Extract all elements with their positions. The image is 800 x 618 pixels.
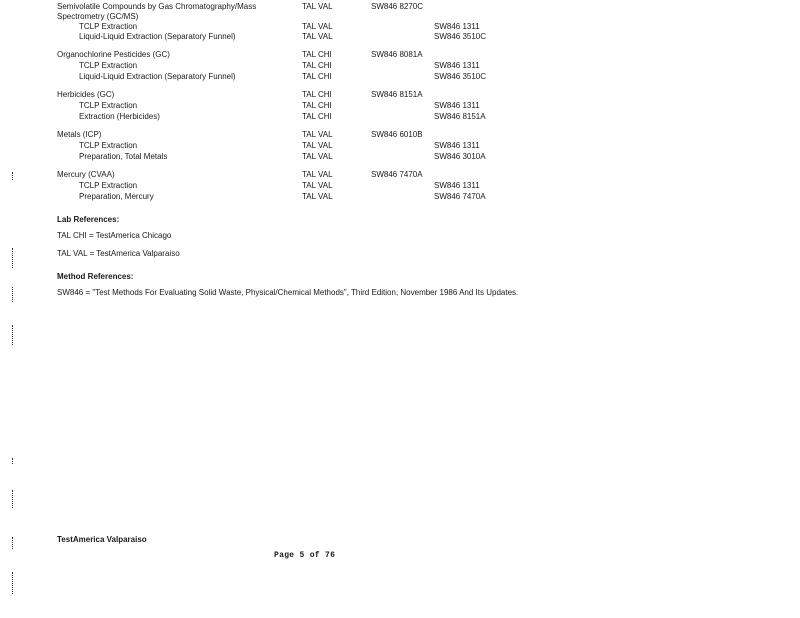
analysis-row: [0, 2, 560, 12]
analysis-row: [0, 90, 560, 100]
prep-method: SW846 8151A: [434, 112, 486, 121]
page-number: Page 5 of 76: [274, 551, 336, 560]
margin-mark: [12, 172, 14, 180]
lab-code: TAL CHI: [302, 72, 332, 81]
prep-row: [0, 141, 560, 151]
prep-row: [0, 22, 560, 32]
margin-mark: [12, 248, 14, 268]
method-code: SW846 8270C: [371, 2, 424, 11]
prep-name: TCLP Extraction: [79, 141, 138, 150]
margin-mark: [12, 490, 14, 508]
method-code: SW846 8151A: [371, 90, 423, 99]
lab-code: TAL VAL: [302, 22, 333, 31]
prep-method: SW846 3010A: [434, 152, 486, 161]
lab-code: TAL CHI: [302, 50, 332, 59]
prep-name: Liquid-Liquid Extraction (Separatory Funnel): [79, 32, 236, 41]
analysis-name: Organochlorine Pesticides (GC): [57, 50, 170, 59]
prep-row: [0, 32, 560, 42]
analysis-name: Mercury (CVAA): [57, 170, 115, 179]
lab-reference-item: TAL CHI = TestAmerica Chicago: [57, 231, 172, 240]
analysis-name: Metals (ICP): [57, 130, 102, 139]
prep-method: SW846 1311: [434, 141, 480, 150]
prep-row: [0, 181, 560, 191]
prep-row: [0, 112, 560, 122]
prep-method: SW846 1311: [434, 61, 480, 70]
analysis-row: [0, 130, 560, 140]
lab-code: TAL VAL: [302, 192, 333, 201]
analysis-row: [0, 170, 560, 180]
lab-code: TAL CHI: [302, 112, 332, 121]
prep-name: Preparation, Mercury: [79, 192, 154, 201]
lab-code: TAL VAL: [302, 130, 333, 139]
lab-reference-item: TAL VAL = TestAmerica Valparaiso: [57, 249, 180, 258]
prep-name: Extraction (Herbicides): [79, 112, 160, 121]
prep-row: [0, 192, 560, 202]
prep-row: [0, 61, 560, 71]
lab-code: TAL VAL: [302, 181, 333, 190]
method-references-heading: Method References:: [57, 272, 134, 281]
prep-name: TCLP Extraction: [79, 22, 138, 31]
analysis-name: Herbicides (GC): [57, 90, 115, 99]
lab-code: TAL VAL: [302, 152, 333, 161]
lab-code: TAL CHI: [302, 61, 332, 70]
margin-mark: [12, 287, 14, 302]
method-reference-text: SW846 = "Test Methods For Evaluating Solid Waste, Physical/Chemical Methods", Third Edition, November 1986 And Its Updates.: [57, 288, 519, 297]
method-code: SW846 8081A: [371, 50, 423, 59]
analysis-row: [0, 50, 560, 60]
margin-mark: [12, 572, 14, 594]
prep-method: SW846 1311: [434, 181, 480, 190]
prep-name: TCLP Extraction: [79, 61, 138, 70]
margin-mark: [12, 325, 14, 345]
prep-row: [0, 72, 560, 82]
lab-code: TAL CHI: [302, 101, 332, 110]
prep-name: TCLP Extraction: [79, 181, 138, 190]
margin-mark: [12, 458, 14, 464]
lab-references-heading: Lab References:: [57, 215, 120, 224]
analysis-name-line-2: Spectrometry (GC/MS): [57, 12, 139, 21]
footer-lab-name: TestAmerica Valparaiso: [57, 535, 147, 544]
prep-method: SW846 1311: [434, 22, 480, 31]
method-code: SW846 7470A: [371, 170, 423, 179]
prep-method: SW846 7470A: [434, 192, 486, 201]
prep-method: SW846 1311: [434, 101, 480, 110]
prep-name: Preparation, Total Metals: [79, 152, 168, 161]
lab-code: TAL VAL: [302, 32, 333, 41]
lab-code: TAL VAL: [302, 2, 333, 11]
prep-method: SW846 3510C: [434, 72, 487, 81]
prep-method: SW846 3510C: [434, 32, 487, 41]
lab-code: TAL VAL: [302, 141, 333, 150]
prep-row: [0, 152, 560, 162]
prep-name: Liquid-Liquid Extraction (Separatory Funnel): [79, 72, 236, 81]
lab-code: TAL CHI: [302, 90, 332, 99]
prep-name: TCLP Extraction: [79, 101, 138, 110]
analysis-name-line-1: Semivolatile Compounds by Gas Chromatography/Mass: [57, 2, 257, 11]
lab-code: TAL VAL: [302, 170, 333, 179]
margin-mark: [12, 537, 14, 549]
method-code: SW846 6010B: [371, 130, 423, 139]
prep-row: [0, 101, 560, 111]
